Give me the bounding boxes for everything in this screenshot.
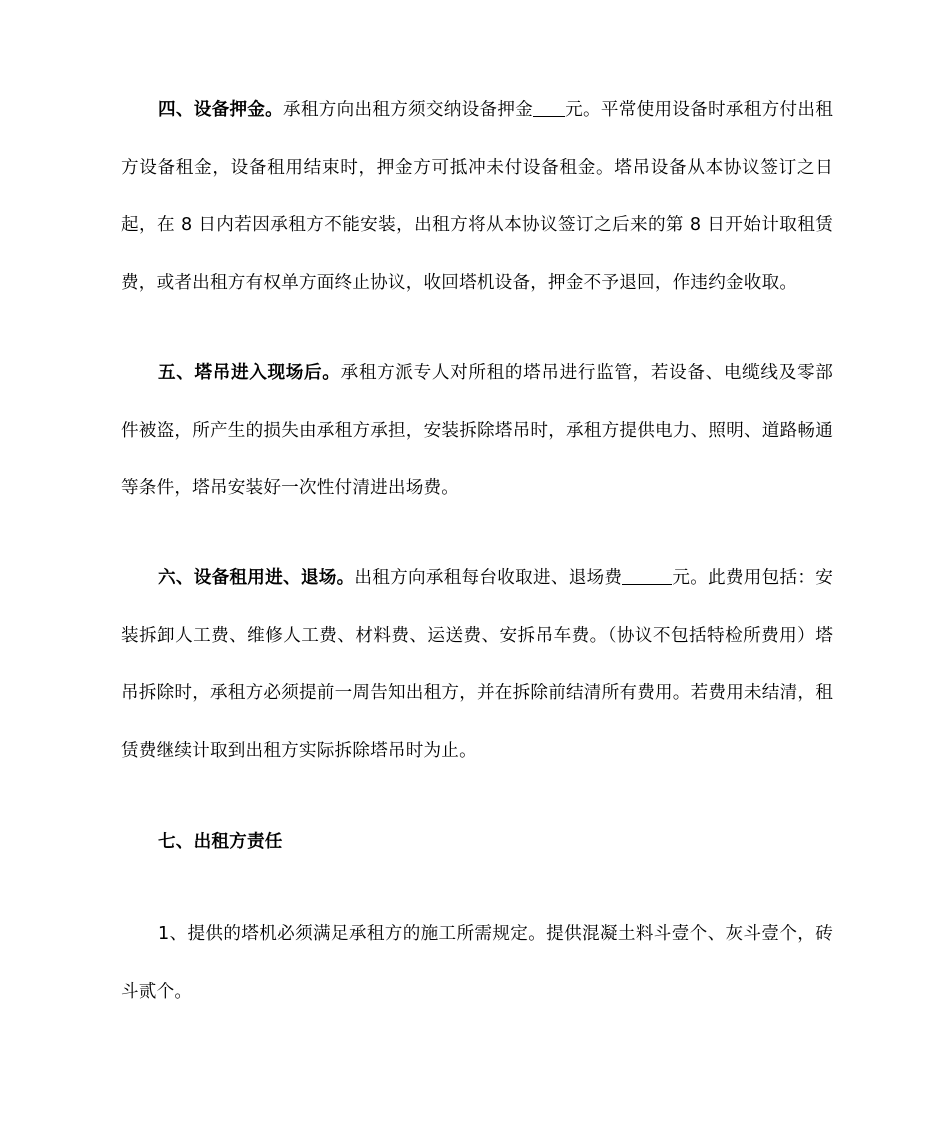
section-text: 元。此费用包括：安装拆卸人工费、维修人工费、材料费、运送费、安拆吊车费。（协议不包括特检所费用）塔吊拆除时，承租方必须提前一周告知出租方，并在拆除前结清所有费用。若费用未结清，租赁费继续计取到出租方实际拆除塔吊时为止。 <box>121 568 833 761</box>
section-text: 出租方向承租每台收取进、退场费 <box>354 568 623 588</box>
section-entry-exit <box>121 550 833 780</box>
section-text: 承租方派专人对所租的塔吊进行监管，若设备、电缆线及零部件被盗，所产生的损失由承租方承担，安装拆除塔吊时，承租方提供电力、照明、道路畅通等条件，塔吊安装好一次性付清进出场费。 <box>121 363 833 498</box>
fill-in-blank <box>622 566 672 585</box>
section-text: 承租方向出租方须交纳设备押金 <box>283 100 534 120</box>
section-heading: 五、塔吊进入现场后。 <box>158 363 341 383</box>
section-text: 元。平常使用设备时承租方付出租方设备租金，设备租用结束时，押金方可抵冲未付设备租金。塔吊设备从本协议签订之日起，在 8 日内若因承租方不能安装，出租方将从本协议签订之后来的第 8 日开始计取租赁费，或者出租方有权单方面终止协议，收回塔机设备，押金不予退回，作违约金收取。 <box>121 100 833 293</box>
section-heading: 七、出租方责任 <box>158 832 283 852</box>
section-deposit <box>121 82 833 312</box>
clause-1 <box>121 906 833 1021</box>
section-heading: 六、设备租用进、退场。 <box>158 568 355 588</box>
section-lessor-duty <box>121 814 833 872</box>
section-on-site <box>121 345 833 518</box>
section-heading: 四、设备押金。 <box>158 100 284 120</box>
fill-in-blank <box>533 98 565 117</box>
clause-text: 1、提供的塔机必须满足承租方的施工所需规定。提供混凝土料斗壹个、灰斗壹个，砖斗贰个。 <box>121 924 833 1002</box>
